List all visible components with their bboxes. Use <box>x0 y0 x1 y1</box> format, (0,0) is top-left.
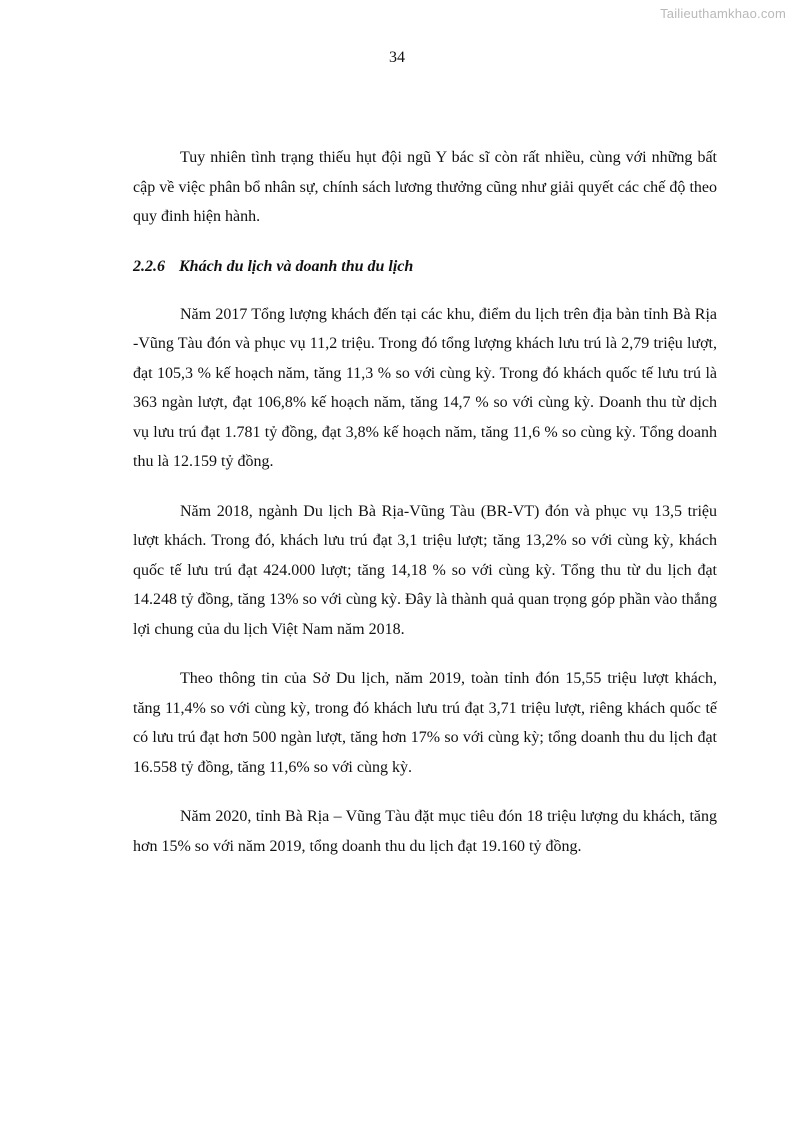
watermark-text: Tailieuthamkhao.com <box>660 6 786 21</box>
paragraph-2018: Năm 2018, ngành Du lịch Bà Rịa-Vũng Tàu (BR-VT) đón và phục vụ 13,5 triệu lượt khách. Trong đó, khách lưu trú đạt 3,1 triệu lượt; tăng 13,2% so với cùng kỳ, khách quốc tế lưu trú đạt 424.000 lượt; tăng 14,18 % so với cùng kỳ. Tổng thu từ du lịch đạt 14.248 tỷ đồng, tăng 13% so với cùng kỳ. Đây là thành quả quan trọng góp phần vào thắng lợi chung của du lịch Việt Nam năm 2018. <box>133 502 717 638</box>
section-heading <box>133 252 717 281</box>
section-number: 2.2.6 <box>133 257 165 275</box>
document-body <box>133 143 717 881</box>
paragraph-2019: Theo thông tin của Sở Du lịch, năm 2019, toàn tỉnh đón 15,55 triệu lượt khách, tăng 11,4% so với cùng kỳ, trong đó khách lưu trú đạt 3,71 triệu lượt, riêng khách quốc tế có lưu trú đạt hơn 500 ngàn lượt, tăng hơn 17% so với cùng kỳ; tổng doanh thu du lịch đạt 16.558 tỷ đồng, tăng 11,6% so với cùng kỳ. <box>133 670 717 776</box>
paragraph-2020: Năm 2020, tỉnh Bà Rịa – Vũng Tàu đặt mục tiêu đón 18 triệu lượng du khách, tăng hơn 15% so với năm 2019, tổng doanh thu du lịch đạt 19.160 tỷ đồng. <box>133 808 717 855</box>
paragraph-intro: Tuy nhiên tình trạng thiếu hụt đội ngũ Y bác sĩ còn rất nhiều, cùng với những bất cập về việc phân bổ nhân sự, chính sách lương thưởng cũng như giải quyết các chế độ theo quy đinh hiện hành. <box>133 149 717 225</box>
paragraph-2017: Năm 2017 Tổng lượng khách đến tại các khu, điểm du lịch trên địa bàn tỉnh Bà Rịa -Vũng Tàu đón và phục vụ 11,2 triệu. Trong đó tổng lượng khách lưu trú là 2,79 triệu lượt, đạt 105,3 % kế hoạch năm, tăng 11,3 % so với cùng kỳ. Trong đó khách quốc tế lưu trú là 363 ngàn lượt, đạt 106,8% kế hoạch năm, tăng 14,7 % so với cùng kỳ. Doanh thu từ dịch vụ lưu trú đạt 1.781 tỷ đồng, đạt 3,8% kế hoạch năm, tăng 11,6 % so cùng kỳ. Tổng doanh thu là 12.159 tỷ đồng. <box>133 305 717 470</box>
page-number: 34 <box>389 49 405 66</box>
section-title: Khách du lịch và doanh thu du lịch <box>179 257 414 275</box>
